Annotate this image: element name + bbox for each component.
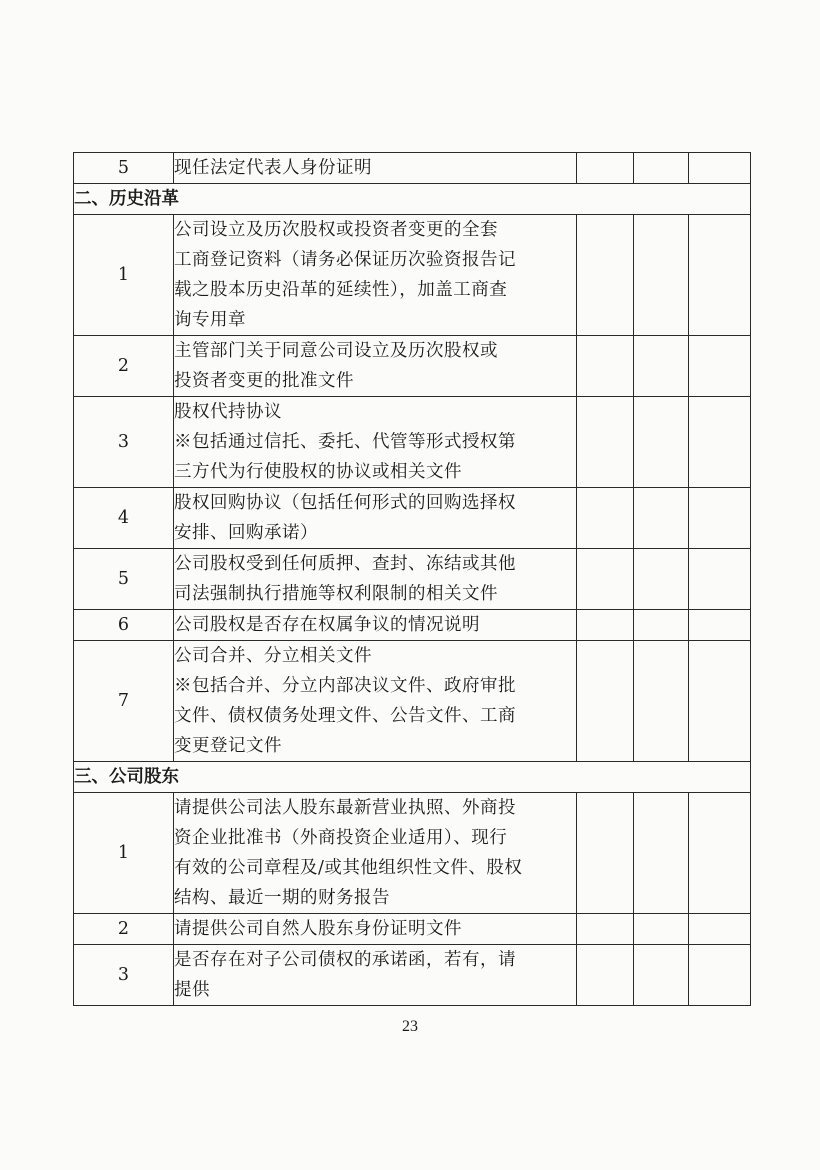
check-cell-c <box>689 610 751 641</box>
item-description <box>174 488 577 549</box>
description-line: 股权回购协议（包括任何形式的回购选择权 <box>174 493 516 513</box>
check-cell-b <box>634 914 689 945</box>
description-line: 请提供公司法人股东最新营业执照、外商投 <box>174 798 516 818</box>
check-cell-a <box>577 215 634 336</box>
check-cell-c <box>689 914 751 945</box>
description-line: 工商登记资料（请务必保证历次验资报告记 <box>174 250 516 270</box>
table-row <box>74 641 751 762</box>
check-cell-a <box>577 153 634 184</box>
item-number: 5 <box>74 153 174 184</box>
description-line: 投资者变更的批准文件 <box>174 371 354 391</box>
section-header-row <box>74 762 751 793</box>
description-line: 询专用章 <box>174 310 246 330</box>
check-cell-b <box>634 336 689 397</box>
check-cell-a <box>577 945 634 1006</box>
check-cell-c <box>689 215 751 336</box>
item-description <box>174 641 577 762</box>
description-line: 资企业批准书（外商投资企业适用）、现行 <box>174 828 508 848</box>
table-row <box>74 549 751 610</box>
check-cell-a <box>577 488 634 549</box>
item-description <box>174 153 577 184</box>
check-cell-c <box>689 153 751 184</box>
item-number: 2 <box>74 914 174 945</box>
item-description <box>174 945 577 1006</box>
page-number: 23 <box>402 1018 418 1035</box>
section-title: 二、历史沿革 <box>74 184 751 215</box>
table-body <box>74 153 751 1006</box>
item-description <box>174 914 577 945</box>
item-number: 6 <box>74 610 174 641</box>
item-description <box>174 549 577 610</box>
check-cell-b <box>634 397 689 488</box>
description-line: 三方代为行使股权的协议或相关文件 <box>174 462 462 482</box>
description-line: 现任法定代表人身份证明 <box>174 158 372 178</box>
description-line: 司法强制执行措施等权利限制的相关文件 <box>174 584 498 604</box>
description-line: 结构、最近一期的财务报告 <box>174 888 390 908</box>
description-line: 载之股本历史沿革的延续性），加盖工商查 <box>174 280 508 300</box>
check-cell-b <box>634 945 689 1006</box>
check-cell-c <box>689 488 751 549</box>
item-description <box>174 793 577 914</box>
check-cell-a <box>577 793 634 914</box>
item-number: 3 <box>74 945 174 1006</box>
item-number: 1 <box>74 793 174 914</box>
check-cell-b <box>634 488 689 549</box>
item-description <box>174 336 577 397</box>
item-number: 1 <box>74 215 174 336</box>
check-cell-b <box>634 549 689 610</box>
check-cell-b <box>634 793 689 914</box>
check-cell-a <box>577 549 634 610</box>
check-cell-c <box>689 945 751 1006</box>
description-line: 有效的公司章程及/或其他组织性文件、股权 <box>174 858 523 878</box>
check-cell-b <box>634 215 689 336</box>
check-cell-c <box>689 641 751 762</box>
check-cell-c <box>689 397 751 488</box>
check-cell-a <box>577 397 634 488</box>
description-line: 股权代持协议 <box>174 402 282 422</box>
table-row <box>74 945 751 1006</box>
item-number: 3 <box>74 397 174 488</box>
check-cell-c <box>689 336 751 397</box>
description-line: 公司设立及历次股权或投资者变更的全套 <box>174 220 498 240</box>
table-row <box>74 153 751 184</box>
check-cell-a <box>577 336 634 397</box>
table-row <box>74 215 751 336</box>
table-row <box>74 336 751 397</box>
table-row <box>74 488 751 549</box>
description-line: ※包括通过信托、委托、代管等形式授权第 <box>174 432 516 452</box>
description-line: 公司股权是否存在权属争议的情况说明 <box>174 615 480 635</box>
item-number: 2 <box>74 336 174 397</box>
item-number: 5 <box>74 549 174 610</box>
item-description <box>174 215 577 336</box>
description-line: 公司合并、分立相关文件 <box>174 646 372 666</box>
item-number: 4 <box>74 488 174 549</box>
table-row <box>74 793 751 914</box>
check-cell-b <box>634 153 689 184</box>
due-diligence-checklist-table <box>73 152 751 1006</box>
description-line: 公司股权受到任何质押、查封、冻结或其他 <box>174 554 516 574</box>
check-cell-b <box>634 641 689 762</box>
section-title: 三、公司股东 <box>74 762 751 793</box>
check-cell-a <box>577 641 634 762</box>
description-line: 提供 <box>174 980 210 1000</box>
check-cell-c <box>689 793 751 914</box>
description-line: ※包括合并、分立内部决议文件、政府审批 <box>174 676 516 696</box>
item-description <box>174 610 577 641</box>
item-number: 7 <box>74 641 174 762</box>
check-cell-a <box>577 610 634 641</box>
check-cell-b <box>634 610 689 641</box>
description-line: 安排、回购承诺） <box>174 523 318 543</box>
description-line: 文件、债权债务处理文件、公告文件、工商 <box>174 706 516 726</box>
description-line: 是否存在对子公司债权的承诺函，若有，请 <box>174 950 516 970</box>
description-line: 变更登记文件 <box>174 736 282 756</box>
section-header-row <box>74 184 751 215</box>
check-cell-a <box>577 914 634 945</box>
table-row <box>74 914 751 945</box>
item-description <box>174 397 577 488</box>
table-row <box>74 610 751 641</box>
description-line: 主管部门关于同意公司设立及历次股权或 <box>174 341 498 361</box>
table-row <box>74 397 751 488</box>
check-cell-c <box>689 549 751 610</box>
description-line: 请提供公司自然人股东身份证明文件 <box>174 919 462 939</box>
